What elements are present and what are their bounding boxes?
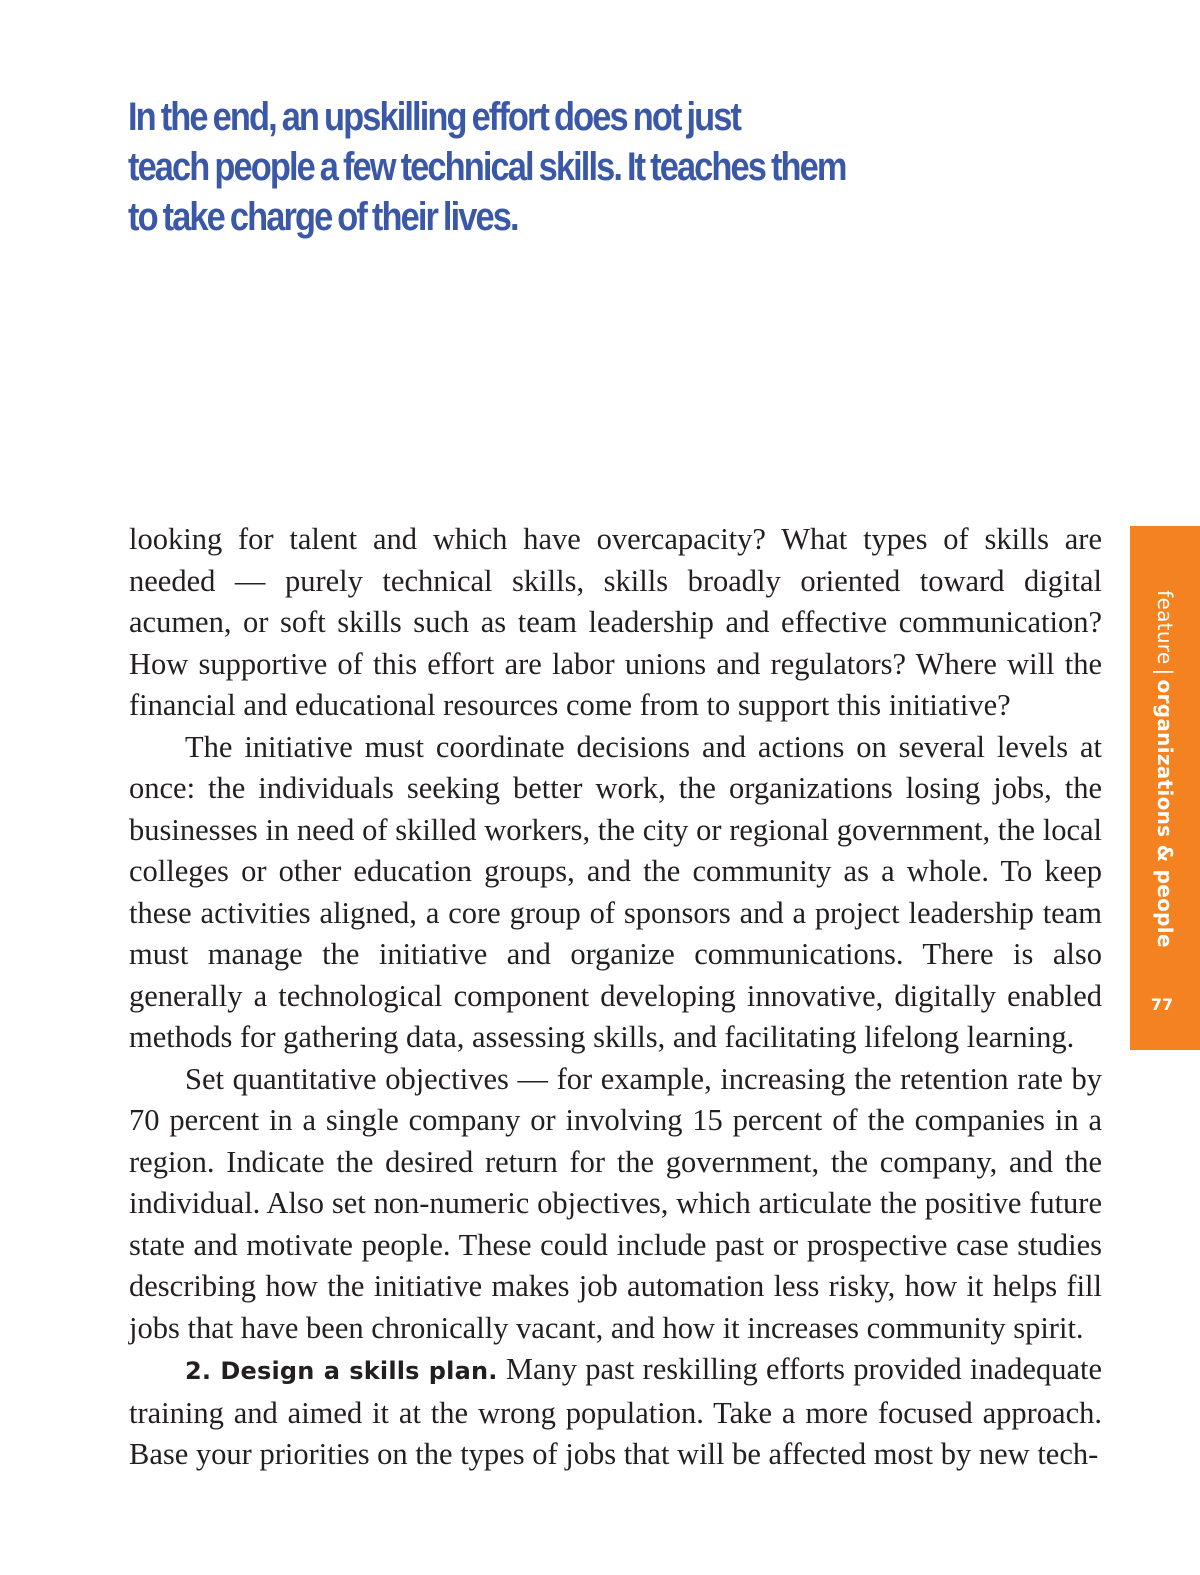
body-paragraph-2: The initiative must coordinate decisions and actions on several levels at once: the individuals seeking better work, the organizations losing jobs, the businesses in need of skilled workers, the city or regional government, the local colleges or other education groups, and the community as a whole. To keep these activities aligned, a core group of sponsors and a project leadership team must manage the initiative and organize communications. There is also generally a technological component developing innovative, digitally enabled methods for gathering data, assessing skills, and facilitating lifelong learning.: [129, 729, 1102, 1054]
pull-quote: [128, 92, 846, 242]
pull-quote-line-3: to take charge of their lives.: [128, 195, 518, 239]
page-number: 77: [1150, 995, 1174, 1014]
section-heading-design-skills-plan: 2. Design a skills plan.: [185, 1357, 498, 1385]
section-topic: organizations & people: [1153, 679, 1177, 948]
section-side-tab: [1130, 526, 1200, 1050]
pull-quote-line-2: teach people a few technical skills. It teaches them: [128, 145, 846, 189]
body-paragraph-3: Set quantitative objectives — for example, increasing the retention rate by 70 percent in a single company or involving 15 percent of the companies in a region. Indicate the desired return for the government, the company, and the individual. Also set non-numeric objectives, which articulate the positive future state and motivate people. These could include past or prospective case studies describing how the initiative makes job automation less risky, how it helps fill jobs that have been chronically vacant, and how it increases community spirit.: [129, 1061, 1102, 1345]
section-label: [1153, 590, 1177, 948]
article-body: [129, 519, 1102, 1476]
body-paragraph-4-text: Many past reskilling efforts provided inadequate training and aimed it at the wrong population. Take a more focused approach. Base your priorities on the types of jobs that will be affected most by new tech-: [129, 1352, 1102, 1471]
section-name: feature: [1153, 590, 1177, 665]
section-separator: |: [1153, 668, 1177, 676]
body-paragraph-4: [129, 1349, 1102, 1476]
pull-quote-line-1: In the end, an upskilling effort does not just: [128, 95, 741, 139]
body-paragraph-1: looking for talent and which have overcapacity? What types of skills are needed — purely technical skills, skills broadly oriented toward digital acumen, or soft skills such as team leadership and effective communication? How supportive of this effort are labor unions and regulators? Where will the financial and educational resources come from to support this initiative?: [129, 522, 1102, 722]
